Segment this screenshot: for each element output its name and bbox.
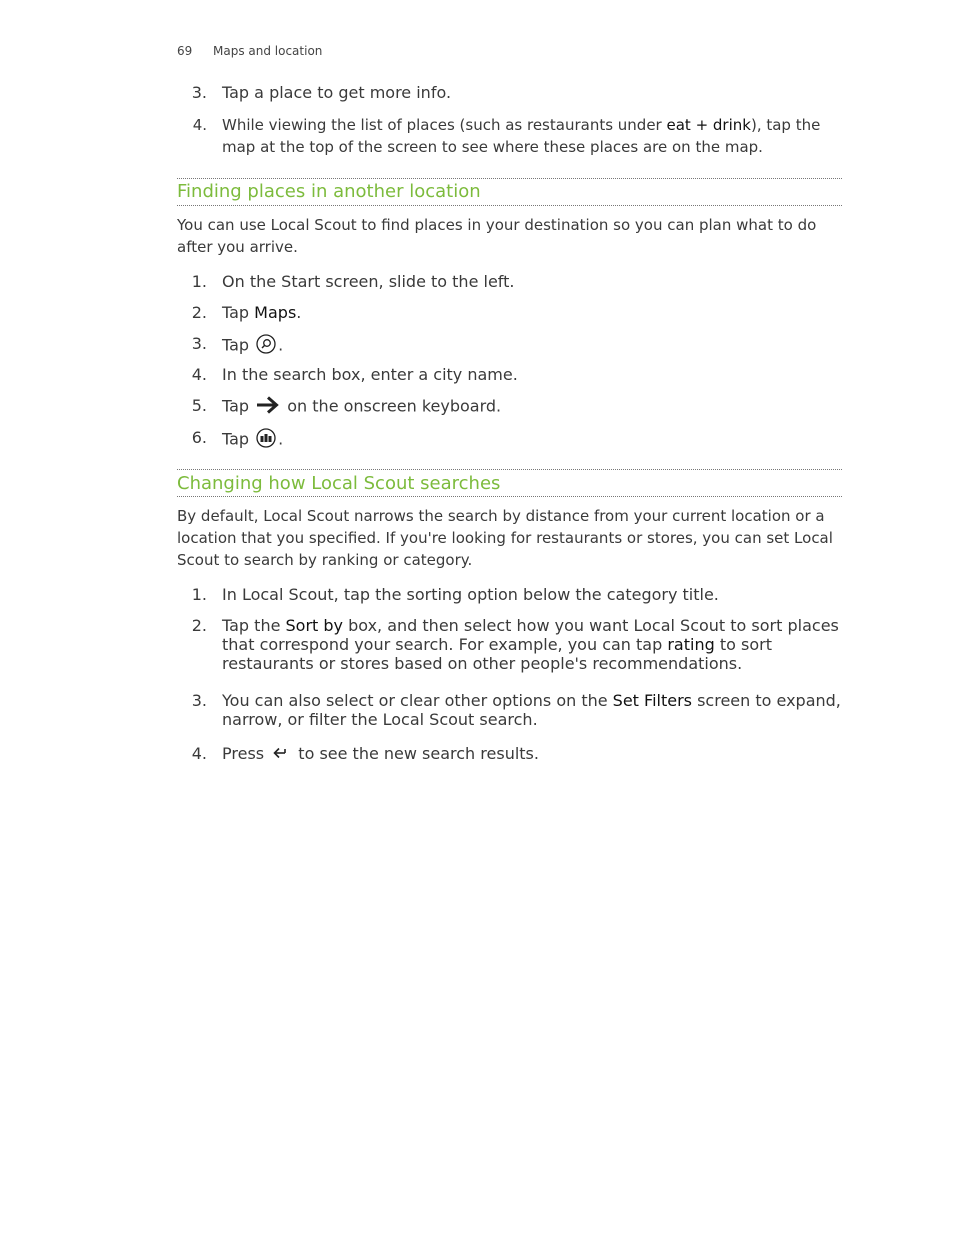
step-text: In the search box, enter a city name.	[222, 365, 518, 384]
step-number: 4.	[192, 116, 207, 134]
emphasis: Maps	[254, 303, 297, 322]
step-text: While viewing the list of places (such as restaurants under eat + drink), tap the map at the top of the screen to see where these places are on the map.	[222, 116, 821, 156]
step-text: Tap on the onscreen keyboard.	[222, 396, 842, 418]
divider	[177, 496, 842, 497]
section-intro: By default, Local Scout narrows the search by distance from your current location or a location that you specified. If you're looking for restaurants or stores, you can set Local Scout to search by ranking or category.	[177, 507, 833, 569]
arrow-right-icon	[256, 396, 280, 418]
emphasis: Sort by	[285, 616, 344, 635]
step-number: 4.	[191, 365, 207, 384]
back-arrow-icon	[271, 745, 291, 764]
page-header	[177, 44, 322, 58]
step-text: Press to see the new search results.	[222, 744, 539, 763]
step-number: 1.	[191, 272, 207, 291]
step-number: 3.	[191, 83, 207, 102]
step-number: 3.	[191, 334, 207, 353]
step-number: 5.	[191, 396, 207, 415]
step-text: In Local Scout, tap the sorting option below the category title.	[222, 585, 719, 604]
section-name: Maps and location	[213, 44, 323, 58]
local-scout-icon	[256, 428, 276, 452]
section-intro: You can use Local Scout to find places in your destination so you can plan what to do after you arrive.	[177, 216, 817, 256]
emphasis: Set Filters	[612, 691, 692, 710]
step-number: 6.	[191, 428, 207, 447]
step-number: 1.	[191, 585, 207, 604]
emphasis: rating	[667, 635, 715, 654]
step-text: Tap .	[222, 428, 842, 452]
step-text: Tap the Sort by box, and then select how you want Local Scout to sort places that correspond your search. For example, you can tap rating to sort restaurants or stores based on other people's recommendations.	[222, 616, 839, 673]
search-icon	[256, 334, 276, 358]
divider	[177, 205, 842, 206]
page-number: 69	[177, 44, 193, 58]
divider	[177, 178, 842, 179]
section-heading: Finding places in another location	[177, 181, 481, 202]
step-number: 4.	[191, 744, 207, 763]
step-text: On the Start screen, slide to the left.	[222, 272, 515, 291]
emphasis: eat + drink	[666, 116, 751, 134]
step-text: Tap Maps.	[222, 303, 302, 322]
section-heading: Changing how Local Scout searches	[177, 473, 501, 494]
step-text: You can also select or clear other options on the Set Filters screen to expand, narrow, or filter the Local Scout search.	[222, 691, 841, 729]
step-number: 3.	[191, 691, 207, 710]
step-text: Tap .	[222, 334, 842, 358]
step-number: 2.	[191, 303, 207, 322]
step-number: 2.	[191, 616, 207, 635]
step-text: Tap a place to get more info.	[222, 83, 452, 102]
divider	[177, 469, 842, 470]
